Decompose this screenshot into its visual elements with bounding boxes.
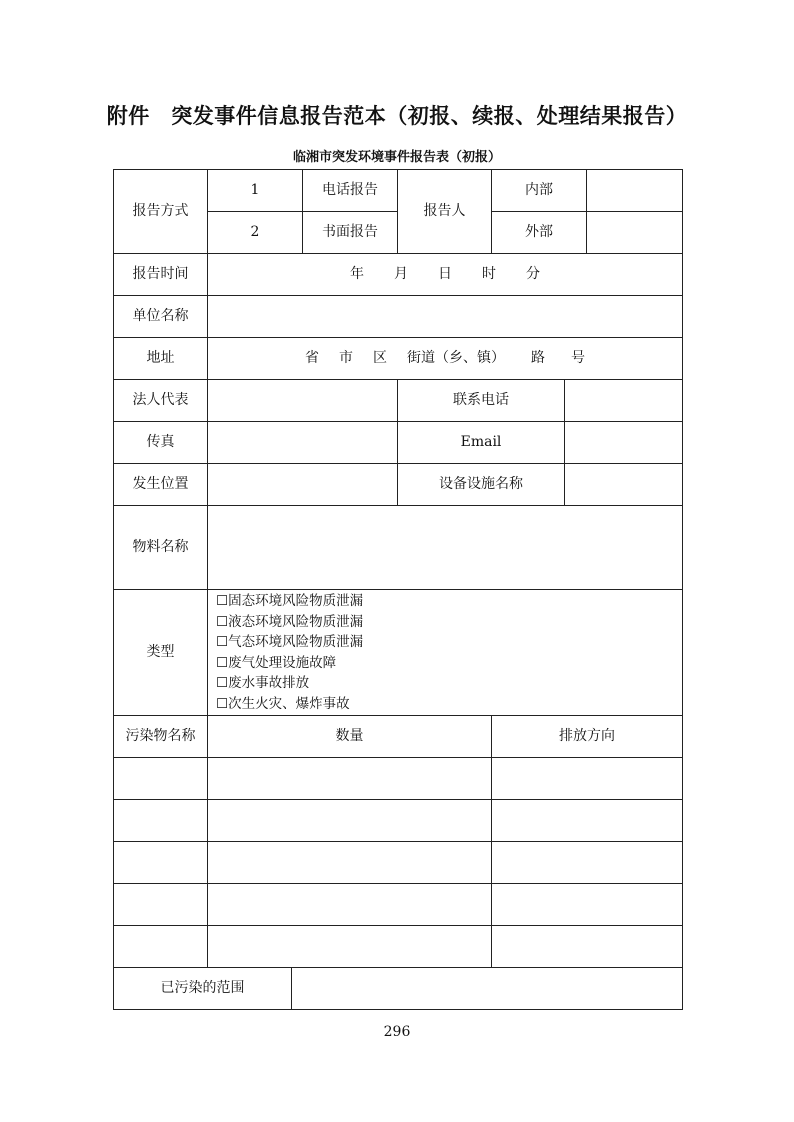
facility-label: 设备设施名称 [398, 464, 565, 506]
legal-rep-label: 法人代表 [114, 380, 208, 422]
fax-label: 传真 [114, 422, 208, 464]
address-unit-province: 省 [305, 349, 319, 366]
address-unit-district: 区 [373, 349, 387, 366]
quantity-cell[interactable] [208, 758, 492, 800]
type-options [208, 590, 683, 716]
report-time-label: 报告时间 [114, 254, 208, 296]
material-field[interactable] [208, 506, 683, 590]
unit-name-label: 单位名称 [114, 296, 208, 338]
legal-rep-field[interactable] [208, 380, 398, 422]
page-number: 296 [383, 1024, 411, 1040]
time-unit-minute: 分 [526, 265, 540, 282]
type-option-fire-explosion[interactable]: ☐次生火灾、爆炸事故 [216, 695, 350, 712]
discharge-direction-cell[interactable] [492, 842, 683, 884]
location-label: 发生位置 [114, 464, 208, 506]
pollutant-name-cell[interactable] [114, 842, 208, 884]
pollutant-name-cell[interactable] [114, 926, 208, 968]
quantity-cell[interactable] [208, 926, 492, 968]
material-label: 物料名称 [114, 506, 208, 590]
discharge-direction-cell[interactable] [492, 884, 683, 926]
time-unit-hour: 时 [482, 265, 496, 282]
reporter-label: 报告人 [398, 170, 492, 254]
reporter-external-field[interactable] [587, 212, 683, 254]
page-title: 附件 突发事件信息报告范本（初报、续报、处理结果报告） [106, 104, 688, 128]
type-option-solid-leak[interactable]: ☐固态环境风险物质泄漏 [216, 593, 364, 609]
facility-field[interactable] [565, 464, 683, 506]
time-unit-year: 年 [350, 265, 364, 282]
quantity-header: 数量 [208, 716, 492, 758]
unit-name-field[interactable] [208, 296, 683, 338]
form-title: 临湘市突发环境事件报告表（初报） [292, 150, 501, 165]
fax-field[interactable] [208, 422, 398, 464]
type-option-gas-treatment-failure[interactable]: ☐废气处理设施故障 [216, 654, 337, 671]
method1-phone-report[interactable]: 电话报告 [303, 170, 398, 212]
pollutant-row [114, 884, 683, 926]
pollutant-name-cell[interactable] [114, 758, 208, 800]
contact-phone-field[interactable] [565, 380, 683, 422]
polluted-scope-label: 已污染的范围 [114, 968, 292, 1010]
location-field[interactable] [208, 464, 398, 506]
type-label: 类型 [114, 590, 208, 716]
address-label: 地址 [114, 338, 208, 380]
address-unit-street: 街道（乡、镇） [407, 349, 505, 366]
quantity-cell[interactable] [208, 800, 492, 842]
address-unit-road: 路 [531, 349, 545, 366]
pollutant-row [114, 800, 683, 842]
type-option-wastewater-discharge[interactable]: ☐废水事故排放 [216, 675, 310, 691]
discharge-direction-header: 排放方向 [492, 716, 683, 758]
time-unit-month: 月 [394, 265, 408, 282]
reporter-internal: 内部 [492, 170, 587, 212]
reporter-external: 外部 [492, 212, 587, 254]
email-field[interactable] [565, 422, 683, 464]
pollutant-row [114, 926, 683, 968]
address-unit-city: 市 [339, 349, 353, 366]
address-unit-number: 号 [571, 349, 585, 366]
time-unit-day: 日 [438, 265, 452, 282]
quantity-cell[interactable] [208, 884, 492, 926]
type-option-liquid-leak[interactable]: ☐液态环境风险物质泄漏 [216, 613, 364, 630]
discharge-direction-cell[interactable] [492, 800, 683, 842]
quantity-cell[interactable] [208, 842, 492, 884]
discharge-direction-cell[interactable] [492, 758, 683, 800]
method1-number: 1 [208, 170, 303, 212]
report-time-field[interactable] [208, 254, 683, 296]
contact-phone-label: 联系电话 [398, 380, 565, 422]
pollutant-name-cell[interactable] [114, 800, 208, 842]
discharge-direction-cell[interactable] [492, 926, 683, 968]
email-label: Email [398, 422, 565, 464]
report-method-label: 报告方式 [114, 170, 208, 254]
pollutant-row [114, 758, 683, 800]
pollutant-name-cell[interactable] [114, 884, 208, 926]
pollutant-name-header: 污染物名称 [114, 716, 208, 758]
polluted-scope-field[interactable] [292, 968, 683, 1010]
method2-number: 2 [208, 212, 303, 254]
address-field[interactable] [208, 338, 683, 380]
incident-report-form [113, 169, 683, 1010]
reporter-internal-field[interactable] [587, 170, 683, 212]
method2-written-report[interactable]: 书面报告 [303, 212, 398, 254]
pollutant-row [114, 842, 683, 884]
type-option-gas-leak[interactable]: ☐气态环境风险物质泄漏 [216, 634, 364, 650]
